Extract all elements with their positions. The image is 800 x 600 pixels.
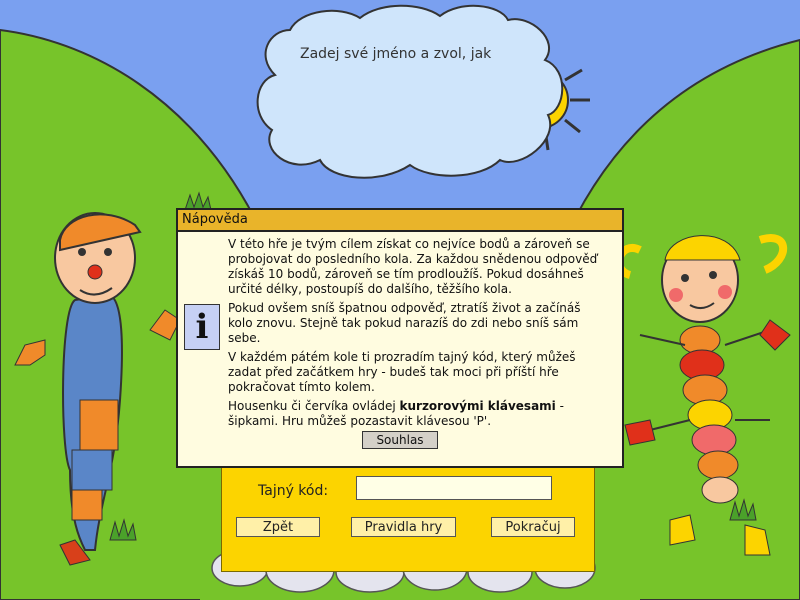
help-paragraph: V této hře je tvým cílem získat co nejvíce bodů a zároveň se probojovat do posledního kola. Za každou snědenou odpověď získáš 10 bodů, zároveň se tím prodloužíš. Pokud dosáhneš určité délky, postoupíš do dalšího, těžšího kola.: [228, 237, 598, 296]
code-input[interactable]: [356, 476, 552, 500]
back-button[interactable]: Zpět: [236, 517, 320, 537]
code-label: Tajný kód:: [258, 483, 329, 499]
rules-button[interactable]: Pravidla hry: [351, 517, 456, 537]
help-text: Housenku či červíka ovládej: [228, 399, 400, 413]
cloud-text: Zadej své jméno a zvol, jak: [300, 46, 492, 62]
dialog-title: Nápověda: [178, 210, 622, 232]
dialog-content: [228, 237, 608, 433]
help-paragraph: [228, 399, 608, 429]
help-dialog: [176, 208, 624, 468]
code-form-panel: [221, 462, 595, 572]
help-paragraph: Pokud ovšem sníš špatnou odpověď, ztratíš život a začínáš kolo znovu. Stejně tak pokud narazíš do zdi nebo sníš sám sebe.: [228, 301, 581, 345]
continue-button[interactable]: Pokračuj: [491, 517, 575, 537]
agree-button[interactable]: Souhlas: [362, 431, 438, 449]
cloud-shape: [258, 6, 563, 178]
info-icon: i: [184, 304, 220, 350]
help-text: - šipkami. Hru můžeš pozastavit klávesou 'P'.: [228, 399, 564, 428]
help-text-bold: kurzorovými klávesami: [399, 399, 556, 413]
help-paragraph: V každém pátém kole ti prozradím tajný kód, který můžeš zadat před začátkem hry - budeš tak moci při příští hře pokračovat tímto kolem.: [228, 350, 576, 394]
